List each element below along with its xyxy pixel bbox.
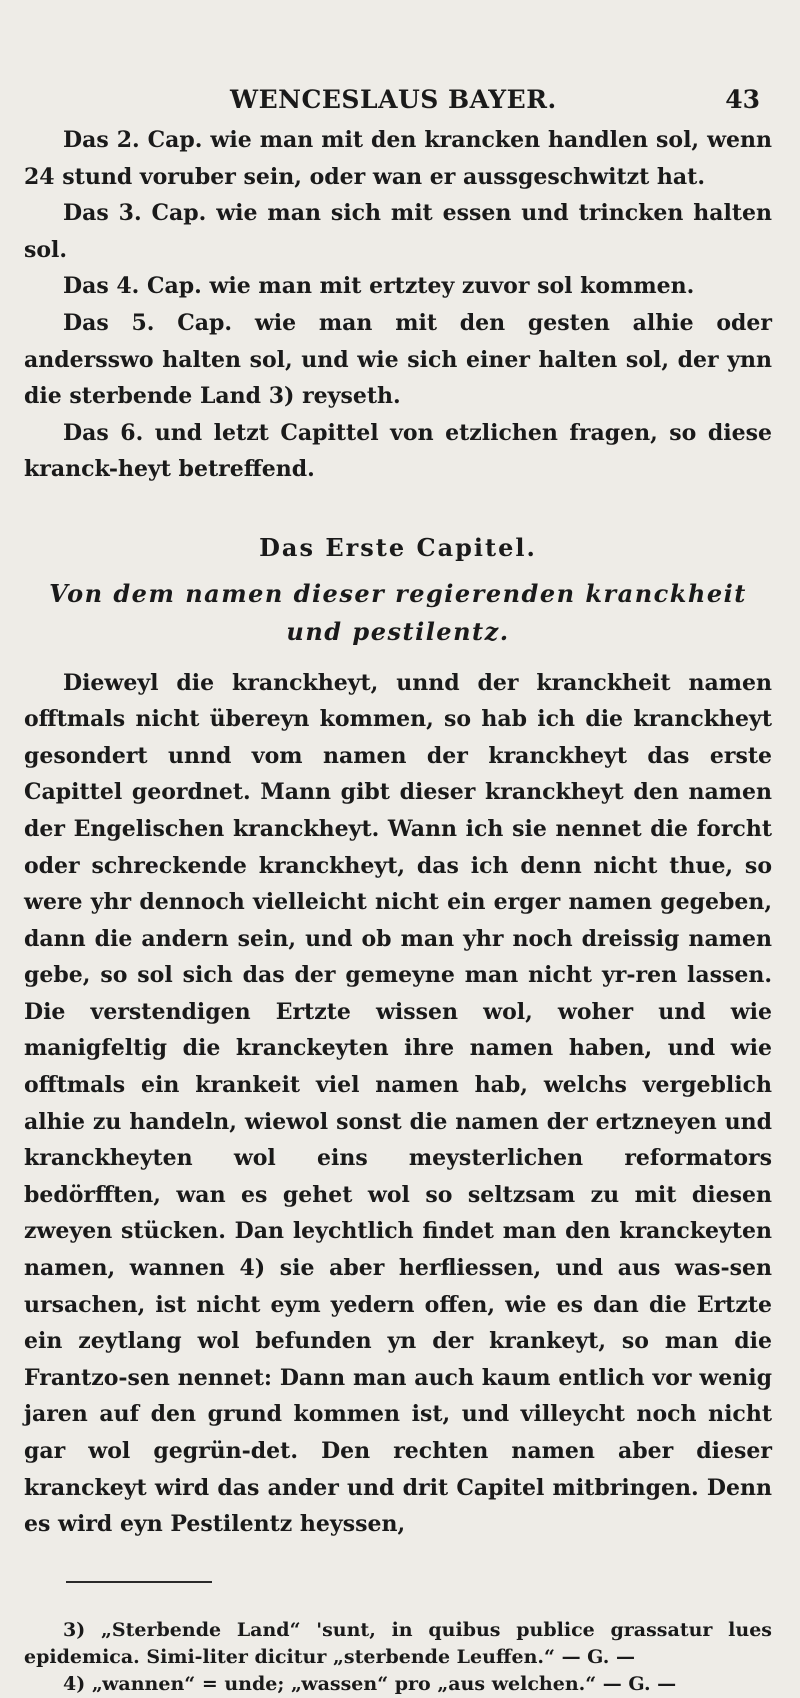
body-paragraph: Dieweyl die kranckheyt, unnd der kranckheit namen offtmals nicht übereyn kommen, so hab ich die kranckheyt gesondert unnd vom namen der kranckheyt das erste Capittel geordnet. Mann gibt dieser kranckheyt den namen der Engelischen kranckheyt. Wann ich sie nennet die forcht oder schreckende kranckheyt, das ich denn nicht thue, so were yhr dennoch vielleicht nicht ein erger namen gegeben, dann die andern sein, und ob man yhr noch dreissig namen gebe, so sol sich das der gemeyne man nicht yr-ren lassen. Die verstendigen Ertzte wissen wol, woher und wie manigfeltig die kranckeyten ihre namen haben, und wie offtmals ein krankeit viel namen hab, welchs vergeblich alhie zu handeln, wiewol sonst die namen der ertzneyen und kranckheyten wol eins meysterlichen reformators bedörfften, wan es gehet wol so seltzsam zu mit diesen zweyen stücken. Dan leychtlich findet man den kranckeyten namen, wannen 4) sie aber herfliessen, und aus was-sen ursachen, ist nicht eym yedern offen, wie es dan die Ertzte ein zeytlang wol befunden yn der krankeyt, so man die Frantzo-sen nennet: Dann man auch kaum entlich vor wenig jaren auf den grund kommen ist, und villeycht noch nicht gar wol gegrün-det. Den rechten namen aber dieser kranckeyt wird das ander und drit Capitel mitbringen. Denn es wird eyn Pestilentz heyssen, — [24, 669, 772, 1538]
chapter-list-item: Das 2. Cap. wie man mit den krancken handlen sol, wenn 24 stund voruber sein, oder wan er aussgeschwitzt hat. — [24, 127, 772, 190]
running-title: WENCESLAUS BAYER. — [230, 85, 557, 114]
chapter-list-item: Das 4. Cap. wie man mit ertztey zuvor sol kommen. — [63, 273, 695, 300]
footnotes — [24, 1617, 772, 1698]
chapter-heading: Das Erste Capitel. — [259, 532, 537, 562]
chapter-list — [24, 122, 772, 488]
chapter-subtitle: Von dem namen dieser regierenden kranckheit und pestilentz. — [49, 578, 747, 646]
footnote: 3) „Sterbende Land“ 'sunt, in quibus publice grassatur lues epidemica. Simi-liter dicitur „sterbende Leuffen.“ — G. — — [24, 1618, 772, 1668]
chapter-list-item: Das 3. Cap. wie man sich mit essen und trincken halten sol. — [24, 200, 772, 263]
book-page — [24, 78, 772, 1698]
running-header — [24, 78, 772, 122]
page-number: 43 — [725, 85, 760, 114]
footnote-divider — [66, 1581, 212, 1583]
chapter-list-item: Das 6. und letzt Capittel von etzlichen fragen, so diese kranck-heyt betreffend. — [24, 419, 772, 483]
footnote: 4) „wannen“ = unde; „wassen“ pro „aus welchen.“ — G. — — [63, 1672, 677, 1695]
chapter-list-item: Das 5. Cap. wie man mit den gesten alhie oder andersswo halten sol, und wie sich einer halten sol, der ynn die sterbende Land 3) reyseth. — [24, 309, 772, 410]
